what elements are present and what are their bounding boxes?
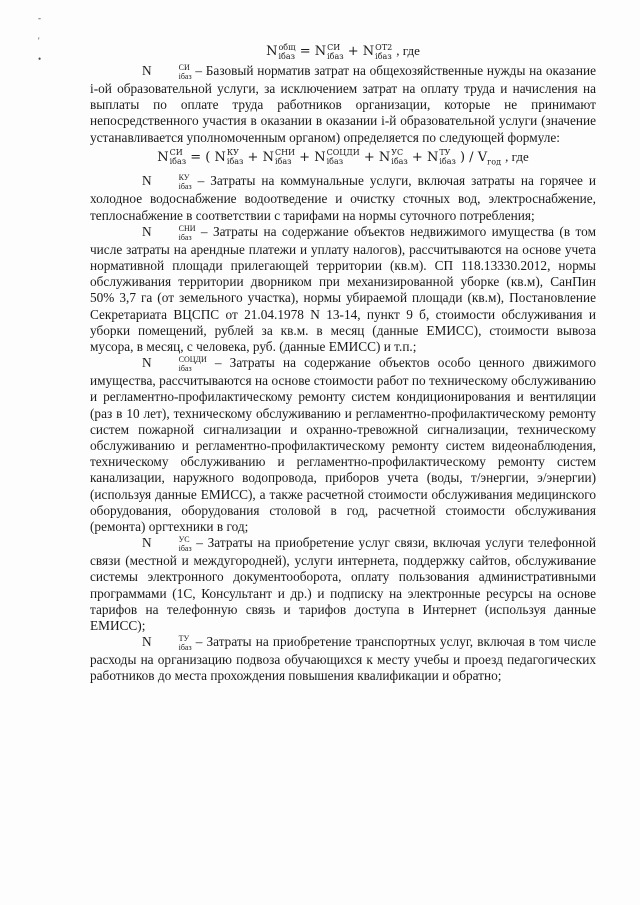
symbol-n-si: N СИ iбаз [142,63,192,81]
margin-mark: - [38,13,41,23]
symbol-n-sni: N СНИ iбаз [142,223,196,242]
paragraph-real-estate: N СНИ iбаз – Затраты на содержание объектов недвижимого имущества (в том числе затраты на арендные платежи и уплату налогов), рассчитываются на основе учета нормативной площади прилегающей территории (кв.м). СП 118.13330.2012, нормы обслуживания территории дворником при механизированной уборке (кв.м), СанПин 50% 3,7 га (от земельного участка), нормы убираемой площади (кв.м), Постановление Секретариата ВЦСПС от 21.04.1978 N 13-14, пункт 9 б, стоимости обслуживания и уборки помещений, рублей за кв.м. в месяц (данные ЕМИСС), стоимости вывоза мусора, в месяц, с человека, руб. (данные ЕМИСС) и т.п.; [90,223,596,355]
margin-mark: ' [38,36,40,46]
paragraph-movable-property: N СОЦДИ iбаз – Затраты на содержание объектов особо ценного движимого имущества, рассчитываются на основе стоимости работ по техническому обслуживанию и регламентно-профилактическому ремонту систем кондиционирования и вентиляции (раз в 10 лет), техническому обслуживанию и регламентно-профилактическому ремонту систем пожарной сигнализации и охранно-тревожной сигнализации, техническому обслуживанию и регламентно-профилактическому ремонту систем видеонаблюдения, техническому обслуживанию и регламентно-профилактическому ремонту систем канализации, наружного водопровода, приборов учета (воды, т/энергии, э/энергии) (используя данные ЕМИСС), а также расчетной стоимости обслуживания медицинского оборудования, оборудования столовой в год, расчетной стоимости обслуживания (ремонта) оргтехники в год; [90,355,596,535]
formula-total: N общ iбаз = N СИ iбаз + N ОТ2 iбаз , где [266,42,420,61]
symbol-n-socdi: N СОЦДИ iбаз [142,355,207,374]
margin-mark: • [38,54,42,64]
symbol-n-ku: N КУ iбаз [142,173,192,192]
document-body [90,40,596,685]
paragraph-base-norm: N СИ iбаз – Базовый норматив затрат на общехозяйственные нужды на оказание i-ой образовательной услуги, за исключением затрат на оплату труда и начисления на выплаты по оплате труда работников организации, которые не принимают непосредственного участия в оказании в оказании i-й образовательной услуги (значение устанавливается уполномоченным органом) определяется по следующей формуле: [90,63,596,145]
symbol-n-us: N УС iбаз [142,535,192,554]
symbol-n-tu: N ТУ iбаз [142,634,192,653]
paragraph-communications: N УС iбаз – Затраты на приобретение услуг связи, включая услуги телефонной связи (местной и междугородней), услуги интернета, поддержку сайтов, обслуживание системы электронного документооборота, оплату пользования административными программами (1С, Консультант и др.) и подписку на электронные ресурсы на основе тарифов на телефонную связь и тарифов доступа в Интернет (используя данные ЕМИСС); [90,535,596,634]
paragraph-transport: N ТУ iбаз – Затраты на приобретение транспортных услуг, включая в том числе расходы на организацию подвоза обучающихся к месту учебы и проезд педагогических работников до места прохождения повышения квалификации и обратно; [90,634,596,684]
formula-si: N СИ iбаз = ( N КУ iбаз + N СНИ iбаз + N СОЦДИ iбаз + N УС iбаз + N ТУ iбаз ) / $V_{год}$ , где [157,148,529,167]
paragraph-utilities: N КУ iбаз – Затраты на коммунальные услуги, включая затраты на горячее и холодное водоснабжение водоотведение и очистку сточных вод, электроснабжение, теплоснабжение в соответствии с тарифами на нормы суточного потребления; [90,173,596,223]
